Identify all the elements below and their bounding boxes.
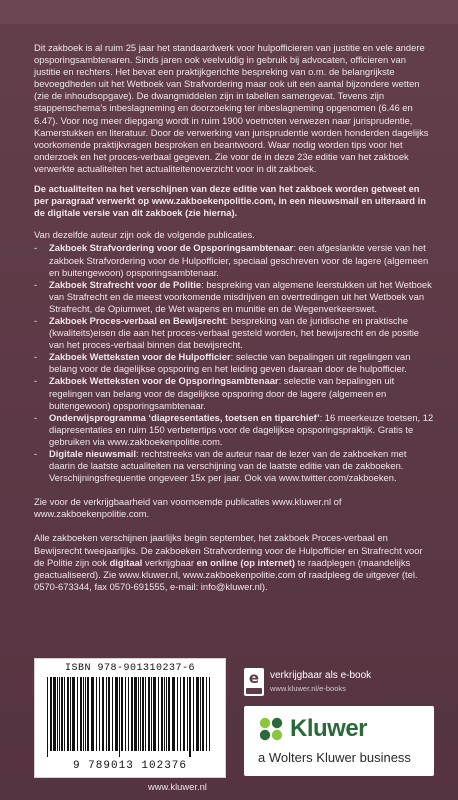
barcode-bar <box>153 677 156 751</box>
closing-bold-online: en online (op internet) <box>196 556 296 568</box>
barcode-bar <box>142 677 144 751</box>
list-dash: - <box>34 375 38 387</box>
barcode-bar <box>61 677 63 751</box>
barcode-bar <box>64 677 65 751</box>
availability-paragraph: Zie voor de verkrijgbaarheid van voornoemde publicaties www.kluwer.nl of www.zakboekenpolitie.com. <box>34 496 342 520</box>
barcode-bar <box>168 677 170 751</box>
barcode-bar <box>128 677 129 751</box>
ebook-icon-letter: e <box>248 669 260 687</box>
publication-title: Zakboek Proces-verbaal en Bewijsrecht <box>49 314 226 326</box>
barcode-digits: 9 789013 102376 <box>72 760 188 772</box>
barcode-graphic <box>45 677 215 757</box>
publication-description: : een afgeslankte versie van het zakboek Strafvordering voor de Hulpofficier, speciaal geschreven voor de lagere (algemeen en buitengewoon) opsporingsambtenaar. <box>49 242 429 278</box>
list-dash: - <box>34 351 38 363</box>
barcode-bar <box>172 677 175 751</box>
publication-title: Zakboek Strafvordering voor de Opsporingsambtenaar <box>49 242 294 254</box>
list-dash: - <box>34 278 38 290</box>
publisher-tagline: a Wolters Kluwer business <box>258 750 411 765</box>
publication-title: Zakboek Strafrecht voor de Politie <box>49 278 202 290</box>
barcode-bar <box>206 677 207 751</box>
barcode-bar <box>47 677 48 757</box>
barcode-box <box>34 658 226 778</box>
publisher-name: Kluwer <box>290 715 368 742</box>
ebook-label: verkrijgbaar als e-book <box>270 670 372 681</box>
barcode-bar <box>57 677 58 751</box>
barcode-bar <box>70 677 71 751</box>
cover-text <box>34 42 434 593</box>
kluwer-logo-icon <box>258 716 284 742</box>
barcode-bar <box>138 677 139 751</box>
publication-description: : bespreking van algemene leerstukken uit het Wetboek van Strafrecht en de meest voorkomende misdrijven en overtredingen uit het Wetboek van Strafrecht, de Opiumwet, de Wet wapens en munitie en de Wegenverkeerswet. <box>49 278 432 314</box>
publication-description: : bespreking van de juridische en praktische (kwaliteits)eisen die aan het proces-verbaal gesteld worden, het bewijsrecht en de positie van het proces-verbaal binnen dat bewijsrecht. <box>49 314 419 351</box>
barcode-bar <box>77 677 78 751</box>
publication-description: : 16 meerkeuze toetsen, 12 diapresentaties en ruim 150 verbetertips voor de dagelijkse opsporingspraktijk. Gratis te gebruiken via www.zakboekenpolitie.com. <box>49 411 434 447</box>
publication-item <box>34 375 434 411</box>
publication-item <box>34 279 434 315</box>
barcode-bar <box>183 677 185 751</box>
publication-item <box>34 351 434 375</box>
barcode-bar <box>189 677 191 757</box>
barcode-bar <box>180 677 181 751</box>
closing-text: verkrijgbaar <box>142 556 197 568</box>
publication-description: : selectie van bepalingen uit regelingen van belang voor de dagelijkse opsporing door de lagere (algemeen en buitengewoon) opsporingsambtenaar. <box>49 375 395 411</box>
ebook-badge[interactable] <box>244 668 434 700</box>
ebook-icon <box>244 668 264 696</box>
barcode-bar <box>72 677 75 751</box>
closing-paragraph <box>34 532 434 592</box>
barcode-bar <box>80 677 82 751</box>
barcode-bar <box>177 677 178 751</box>
publication-description: : rechtstreeks van de auteur naar de lezer van de zakboeken met daarin de laatste actualiteiten na verschijning van de laatste editie van de zakboeken. Verschijningsfrequentie ongeveer 15x per jaar. Ook via www.twitter.com/zakboeken. <box>49 448 407 484</box>
publication-item <box>34 448 434 484</box>
barcode-bar <box>196 677 199 751</box>
barcode-bar <box>106 677 107 751</box>
publication-description: : selectie van bepalingen uit regelingen van belang voor de dagelijkse opsporing en het leiding geven daaraan door de hulpofficier. <box>49 351 411 375</box>
publication-item <box>34 242 434 278</box>
list-dash: - <box>34 314 38 326</box>
barcode-bar <box>85 677 86 751</box>
barcode-bar <box>87 677 89 751</box>
barcode-bar <box>164 677 165 751</box>
closing-text: te raadplegen (maandelijks geactualiseerd). Zie www.kluwer.nl, www.zakboekenpolitie.com of raadpleeg de uitgever (tel. 0570-673344, fax 0570-691555, e-mail: info@kluwer.nl). <box>34 556 418 592</box>
barcode-bar <box>187 677 188 751</box>
barcode-bar <box>50 677 52 751</box>
publications-list <box>34 242 434 484</box>
barcode-bar <box>99 677 100 751</box>
publication-title: Digitale nieuwsmail <box>49 448 137 459</box>
ebook-icon-bar <box>246 688 262 694</box>
barcode-bar <box>119 677 120 757</box>
publisher-logo-box <box>244 706 434 776</box>
publication-title: Onderwijsprogramma ‘diapresentaties, toetsen en tiparchief’ <box>49 411 320 423</box>
publications-intro: Van dezelfde auteur zijn ook de volgende publicaties. <box>34 229 255 241</box>
barcode-bar <box>134 677 137 751</box>
barcode-bar <box>83 677 84 751</box>
publication-item <box>34 412 434 448</box>
barcode-bar <box>53 677 56 751</box>
closing-bold-digital: digitaal <box>109 556 143 568</box>
barcode-bar <box>166 677 167 751</box>
publication-title: Zakboek Wetteksten voor de Opsporingsambtenaar <box>49 375 279 387</box>
barcode-bar <box>161 677 163 751</box>
barcode-bar <box>125 677 126 751</box>
barcode-bar <box>193 677 194 751</box>
barcode-bar <box>158 677 159 751</box>
barcode-bar <box>59 677 60 751</box>
update-notice: De actualiteiten na het verschijnen van deze editie van het zakboek worden getweet en per paragraaf verwerkt op www.zakboekenpolitie.com, in een nieuwsmail en uiteraard in de digitale versie van dit zakboek (zie hierna). <box>34 183 426 219</box>
ebook-url[interactable]: www.kluwer.nl/e-books <box>270 684 346 693</box>
barcode-bar <box>209 677 210 751</box>
intro-paragraph: Dit zakboek is al ruim 25 jaar het standaardwerk voor hulpofficieren van justitie en vele andere opsporingsambtenaren. Sinds jaren ook veelvuldig in gebruik bij advocaten, officieren van justitie en rechters. Het bevat een praktijkgerichte bespreking van o.m. de belangrijkste bevoegdheden uit het Wetboek van Strafvordering maar ook uit een aantal bijzondere wetten (zie de inhoudsopgave). De dwangmiddelen zijn in tabellen samengevat. Tevens zijn stappenschema’s inbeslagneming en doorzoeking ter inbeslagneming opgenomen (6.46 en 6.47). Voor nog meer diepgang wordt in ruim 1900 voetnoten verwezen naar jurisprudentie, Kamerstukken en literatuur. Door de verwerking van jurisprudentie worden honderden dagelijks voorkomende praktijkvragen besproken en beantwoord. Waar nodig worden tips voor het onderzoek en het proces-verbaal gegeven. Zie voor de in deze 23e editie van het zakboek verwerkte actualiteiten het actualiteitenoverzicht voor in dit zakboek. <box>34 42 429 174</box>
barcode-bar <box>202 677 204 751</box>
barcode-bar <box>121 677 123 751</box>
barcode-bar <box>145 677 146 751</box>
barcode-bar <box>96 677 97 751</box>
barcode-bar <box>102 677 104 751</box>
list-dash: - <box>34 242 38 254</box>
barcode-bar <box>112 677 113 751</box>
list-dash: - <box>34 448 38 459</box>
top-band <box>0 0 458 24</box>
closing-text: Alle zakboeken verschijnen jaarlijks begin september, het zakboek Proces-verbaal en Bewijsrecht tweejaarlijks. De zakboeken Strafvordering voor de Hulpofficier en Strafrecht voor de Politie zijn ook <box>34 532 423 568</box>
list-dash: - <box>34 411 38 423</box>
publication-item <box>34 315 434 351</box>
barcode-bar <box>108 677 110 751</box>
isbn-label: ISBN 978-901310237-6 <box>64 663 196 674</box>
barcode-bar <box>140 677 141 751</box>
barcode-bar <box>151 677 152 751</box>
publication-title: Zakboek Wetteksten voor de Hulpofficier <box>49 351 231 363</box>
barcode-bar <box>67 677 69 751</box>
barcode-bar <box>91 677 94 751</box>
website-url[interactable]: www.kluwer.nl <box>148 781 207 792</box>
barcode-bar <box>115 677 118 751</box>
barcode-bar <box>148 677 150 751</box>
barcode-bar <box>200 677 201 751</box>
barcode-bar <box>131 677 133 751</box>
